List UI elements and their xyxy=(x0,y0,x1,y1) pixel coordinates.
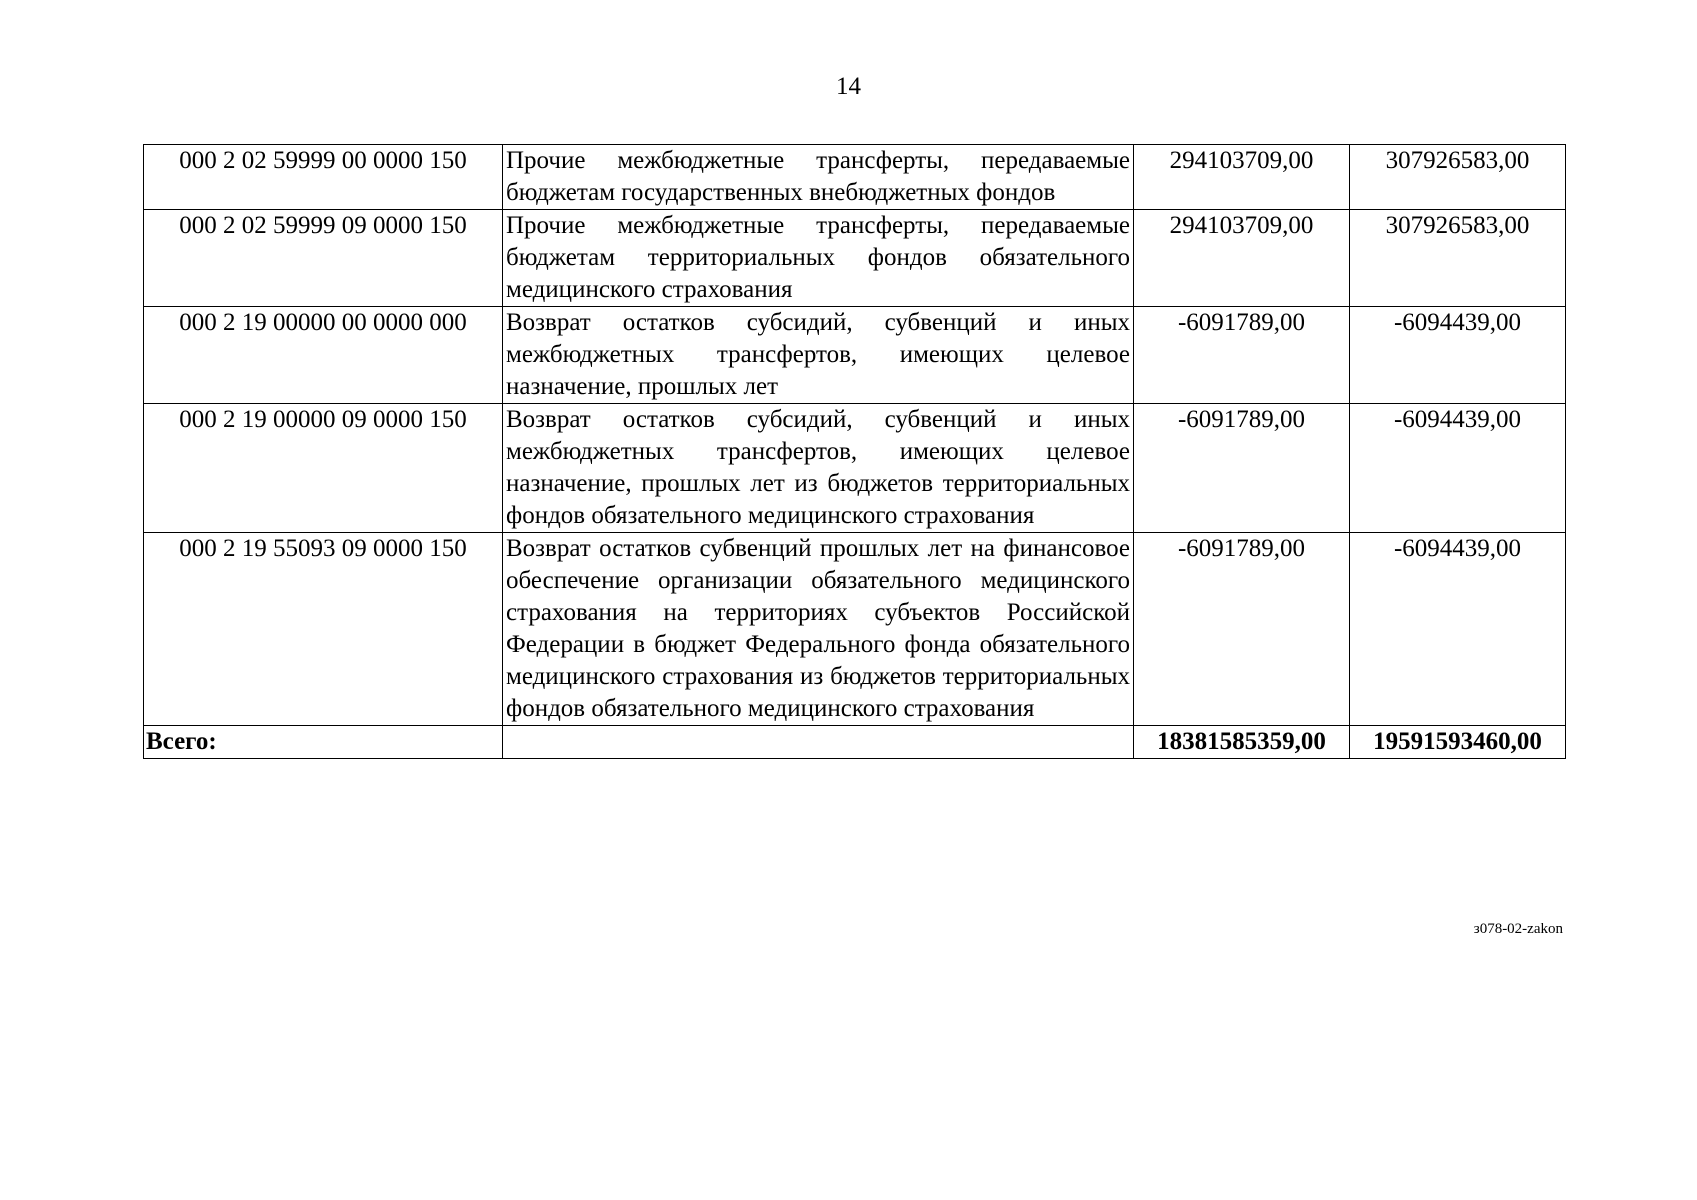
revenue-name: Прочие межбюджетные трансферты, передаваемые бюджетам территориальных фондов обязательного медицинского страхования xyxy=(503,210,1134,307)
table-row xyxy=(144,307,1566,404)
budget-revenue-table xyxy=(143,144,1566,759)
amount-year-2: -6094439,00 xyxy=(1350,404,1566,533)
budget-code: 000 2 19 55093 09 0000 150 xyxy=(144,533,503,726)
amount-year-1: -6091789,00 xyxy=(1134,533,1350,726)
budget-code: 000 2 19 00000 09 0000 150 xyxy=(144,404,503,533)
revenue-name: Возврат остатков субсидий, субвенций и иных межбюджетных трансфертов, имеющих целевое назначение, прошлых лет xyxy=(503,307,1134,404)
page-number: 14 xyxy=(836,73,861,100)
amount-year-1: 294103709,00 xyxy=(1134,145,1350,210)
table-row xyxy=(144,533,1566,726)
amount-year-2: -6094439,00 xyxy=(1350,533,1566,726)
table-row xyxy=(144,404,1566,533)
budget-code: 000 2 02 59999 00 0000 150 xyxy=(144,145,503,210)
revenue-name: Возврат остатков субвенций прошлых лет на финансовое обеспечение организации обязательного медицинского страхования на территориях субъектов Российской Федерации в бюджет Федерального фонда обязательного медицинского страхования из бюджетов территориальных фондов обязательного медицинского страхования xyxy=(503,533,1134,726)
total-amount-year-2: 19591593460,00 xyxy=(1350,726,1566,759)
total-empty-cell xyxy=(503,726,1134,759)
revenue-name: Прочие межбюджетные трансферты, передаваемые бюджетам государственных внебюджетных фондов xyxy=(503,145,1134,210)
budget-code: 000 2 19 00000 00 0000 000 xyxy=(144,307,503,404)
document-code: з078-02-zakon xyxy=(1473,921,1563,937)
amount-year-2: 307926583,00 xyxy=(1350,145,1566,210)
total-row xyxy=(144,726,1566,759)
amount-year-1: 294103709,00 xyxy=(1134,210,1350,307)
total-label: Всего: xyxy=(144,726,503,759)
table-row xyxy=(144,145,1566,210)
table-row xyxy=(144,210,1566,307)
revenue-name: Возврат остатков субсидий, субвенций и иных межбюджетных трансфертов, имеющих целевое назначение, прошлых лет из бюджетов территориальных фондов обязательного медицинского страхования xyxy=(503,404,1134,533)
amount-year-2: 307926583,00 xyxy=(1350,210,1566,307)
amount-year-1: -6091789,00 xyxy=(1134,404,1350,533)
budget-code: 000 2 02 59999 09 0000 150 xyxy=(144,210,503,307)
amount-year-1: -6091789,00 xyxy=(1134,307,1350,404)
total-amount-year-1: 18381585359,00 xyxy=(1134,726,1350,759)
amount-year-2: -6094439,00 xyxy=(1350,307,1566,404)
